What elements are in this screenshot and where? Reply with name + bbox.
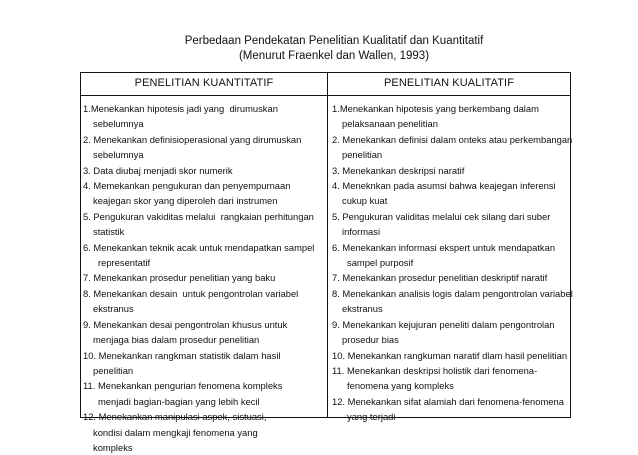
list-item-continuation: sampel purposif — [347, 257, 414, 269]
list-item: 8. Menekankan analisis logis dalam pengontrolan variabel — [332, 287, 573, 299]
list-item: 6. Menekankan teknik acak untuk mendapatkan sampel — [83, 241, 315, 253]
list-item-continuation: pelaksanaan penelitian — [342, 118, 438, 130]
column-divider — [327, 73, 328, 417]
list-item: 2. Menekankan definisi dalam onteks atau perkembangan — [332, 133, 573, 145]
list-item-continuation: kondisi dalam mengkaji fenomena yang — [93, 426, 258, 438]
column-kualitatif — [332, 101, 573, 425]
list-item: 7. Menekankan prosedur penelitian yang baku — [83, 272, 276, 284]
list-item-continuation: menjadi bagian-bagian yang lebih kecil — [98, 395, 260, 407]
list-item: 12. Menekankan sifat alamiah dari fenomena-fenomena — [332, 395, 564, 407]
list-item: 4. Meneknkan pada asumsi bahwa keajegan inferensi — [332, 180, 556, 192]
document-title — [0, 34, 638, 64]
list-item: 10. Menekankan rangkuman naratif dlam hasil penelitian — [332, 349, 568, 361]
header-kuantitatif: PENELITIAN KUANTITATIF — [134, 77, 274, 89]
list-item: 11. Menekankan pengurian fenomena kompleks — [83, 380, 283, 392]
list-item-continuation: cukup kuat — [342, 195, 388, 207]
list-item-continuation: ekstranus — [342, 303, 383, 315]
list-item-continuation: keajegan skor yang diperoleh dari instrumen — [93, 195, 278, 207]
list-item: 1.Menekankan hipotesis yang berkembang dalam — [332, 103, 539, 114]
list-item: 5. Pengukuran validitas melalui cek silang dari suber — [332, 210, 551, 222]
list-item-continuation: fenomena yang kompleks — [347, 380, 454, 392]
list-item: 2. Menekankan definisioperasional yang dirumuskan — [83, 133, 302, 145]
list-item: 3. Data diubaj menjadi skor numerik — [83, 164, 233, 176]
list-item-continuation: yang terjadi — [347, 411, 396, 423]
list-item-continuation: penelitian — [93, 364, 134, 376]
list-item: 9. Menekankan kejujuran peneliti dalam pengontrolan — [332, 318, 555, 330]
list-item: 6. Menekankan informasi ekspert untuk mendapatkan — [332, 241, 556, 253]
list-item: 4. Memekankan pengukuran dan penyempurnaan — [83, 180, 291, 192]
list-item-continuation: sebelumnya — [93, 118, 144, 130]
table-header-row — [81, 73, 570, 96]
list-item-continuation: prosedur bias — [342, 334, 399, 346]
list-item-continuation: informasi — [342, 226, 381, 238]
comparison-table — [80, 72, 573, 453]
header-kualitatif: PENELITIAN KUALITATIF — [383, 77, 515, 89]
column-kuantitatif — [83, 101, 323, 455]
list-item-continuation: kompleks — [93, 441, 133, 453]
list-item: 9. Menekankan desai pengontrolan khusus untuk — [83, 318, 288, 330]
list-item: 1.Menekankan hipotesis jadi yang dirumuskan — [83, 103, 278, 114]
list-item-continuation: sebelumnya — [93, 149, 144, 161]
list-item: 12. Menekankan manipulasi aspek, sistuasi, — [83, 411, 267, 423]
list-item-continuation: penelitian — [342, 149, 383, 161]
list-item-continuation: representatif — [98, 257, 151, 269]
list-item: 11. Menekankan deskripsi holistik dari fenomena- — [332, 364, 538, 376]
list-item: 8. Menekankan desain untuk pengontrolan variabel — [83, 287, 299, 299]
list-item-continuation: statistik — [93, 226, 125, 238]
list-item: 7. Menekankan prosedur penelitian deskriptif naratif — [332, 272, 548, 284]
list-item-continuation: menjaga bias dalam prosedur penelitian — [93, 334, 260, 346]
title-line-2: (Menurut Fraenkel dan Wallen, 1993) — [238, 50, 430, 62]
list-item: 10. Menekankan rangkman statistik dalam hasil — [83, 349, 281, 361]
list-item: 5. Pengukuran vakiditas melalui rangkaian perhitungan — [83, 210, 314, 222]
list-item-continuation: ekstranus — [93, 303, 134, 315]
title-line-1: Perbedaan Pendekatan Penelitian Kualitatif dan Kuantitatif — [184, 35, 484, 47]
list-item: 3. Menekankan deskripsi naratif — [332, 164, 465, 176]
